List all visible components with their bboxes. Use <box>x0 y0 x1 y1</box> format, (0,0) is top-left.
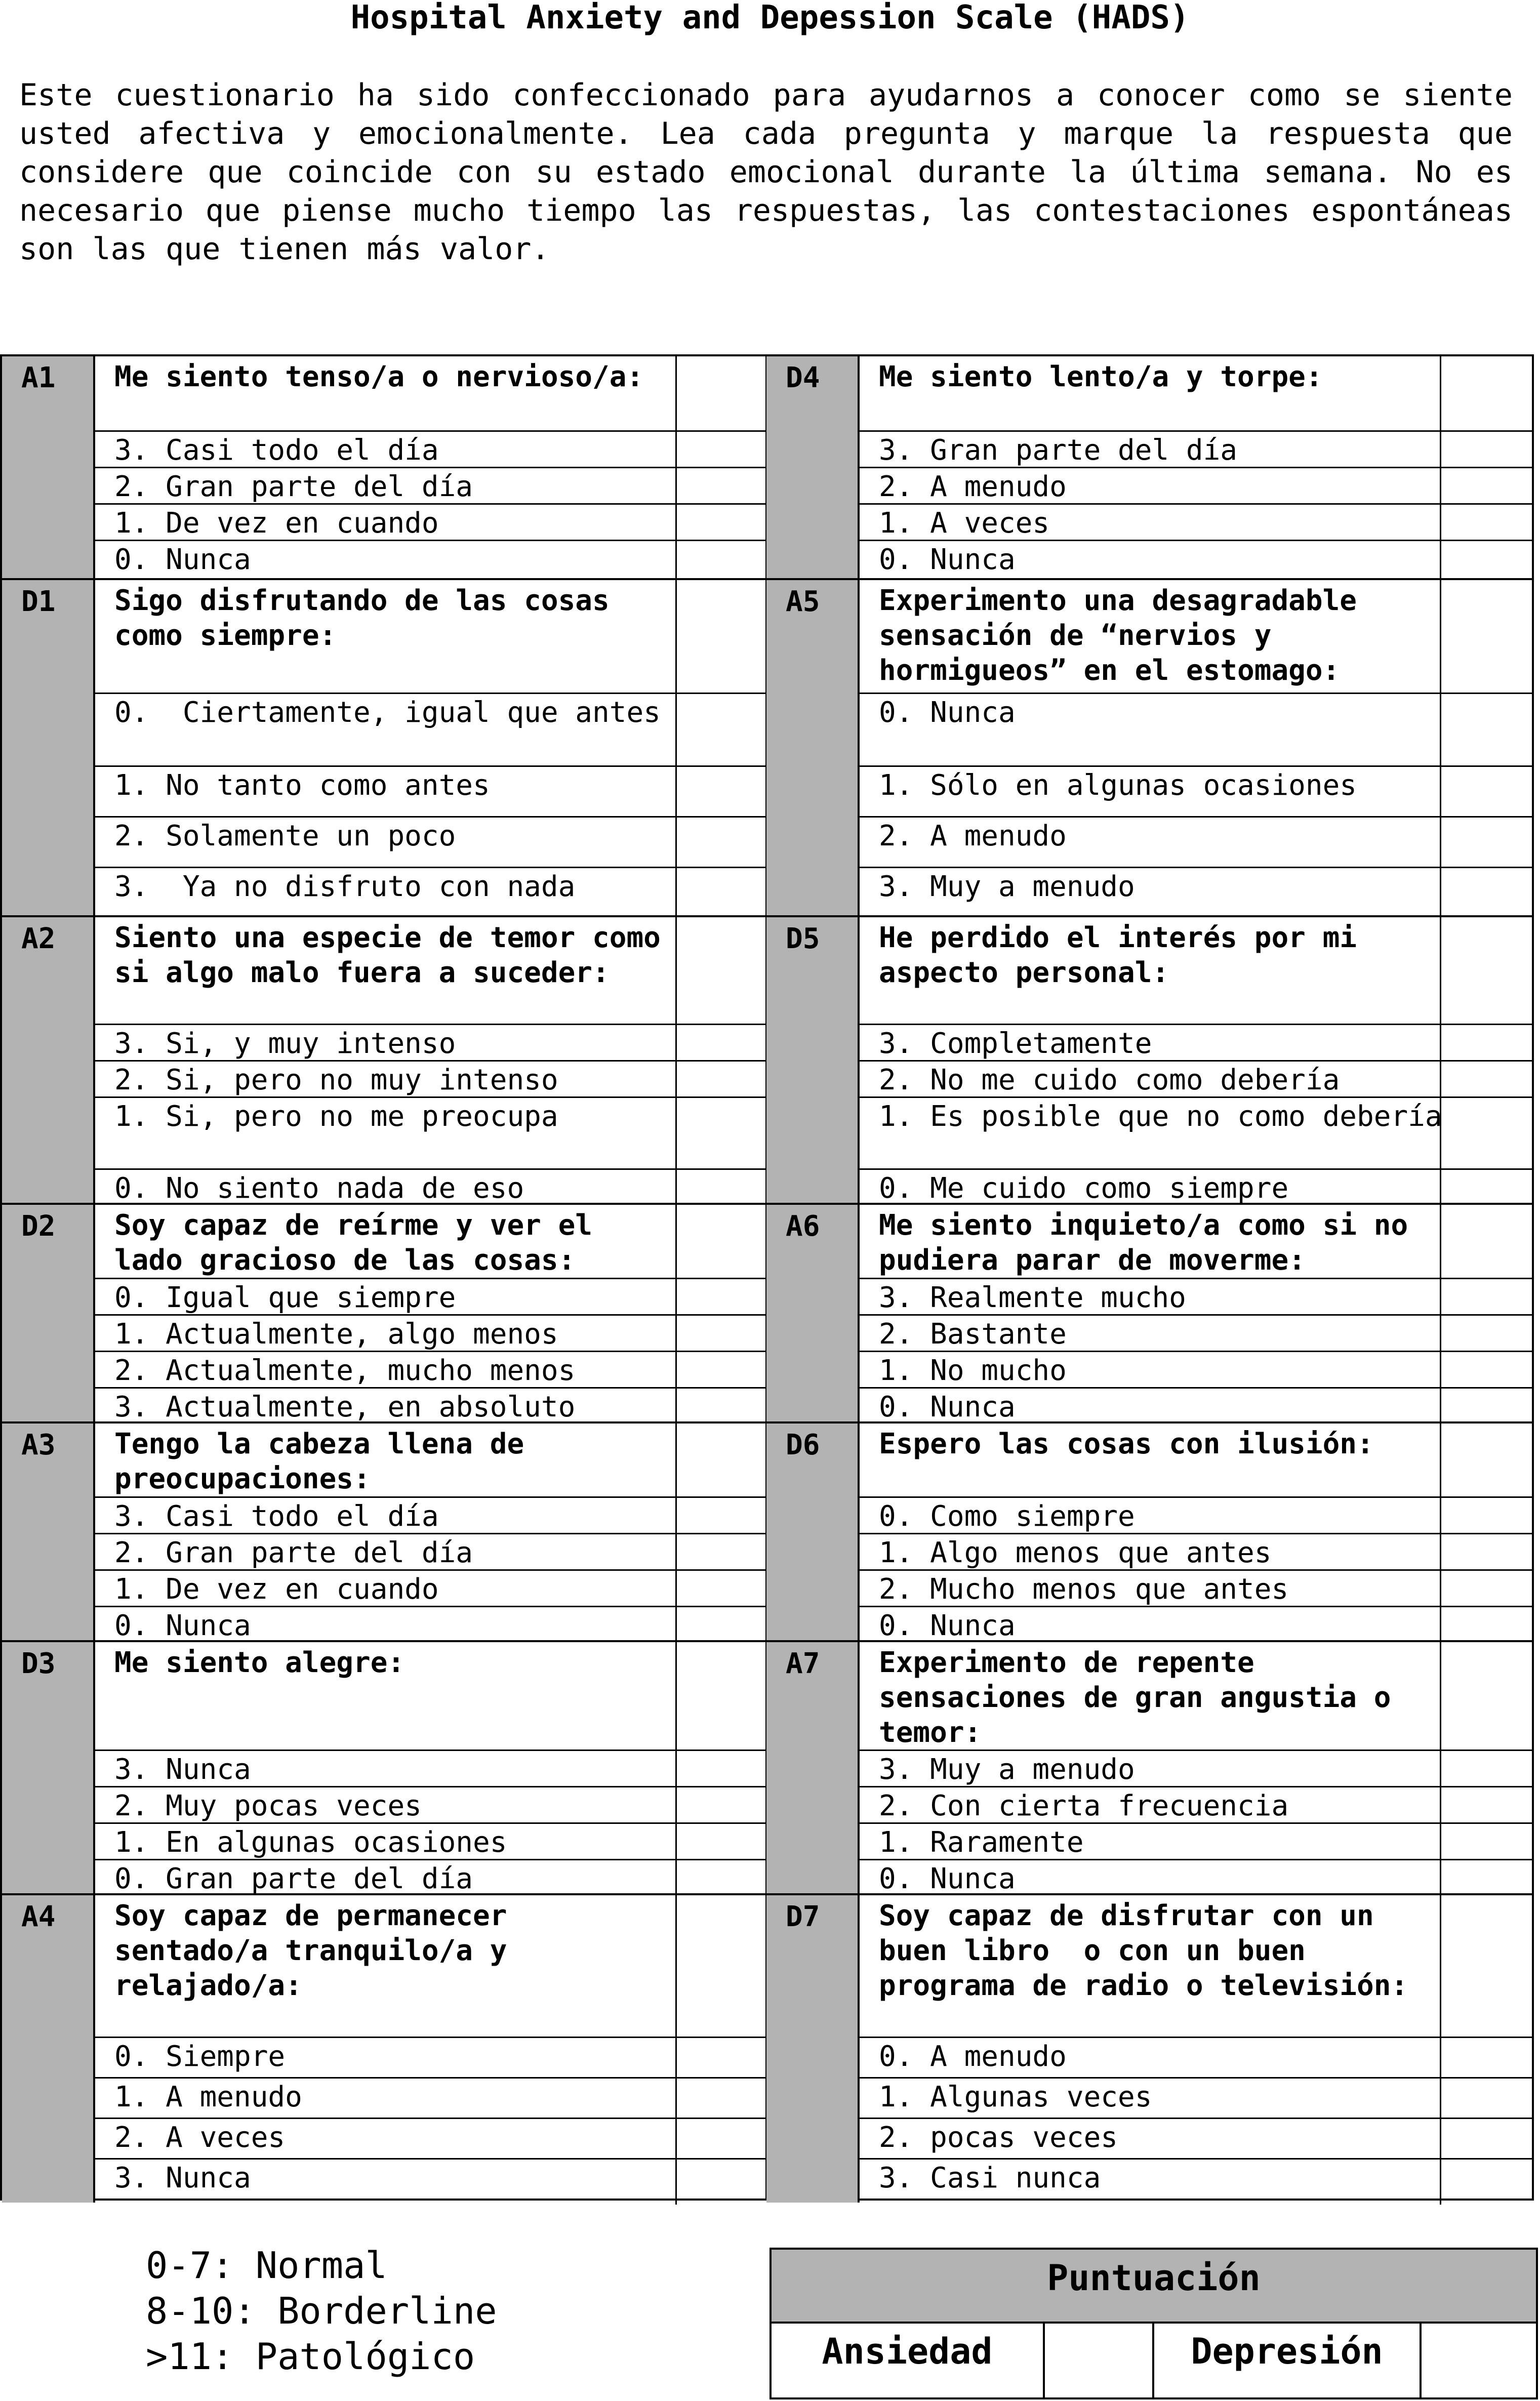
option-row[interactable] <box>95 867 765 917</box>
score-legend <box>146 2243 497 2379</box>
option-label: 1. Algunas veces <box>879 2081 1152 2113</box>
question-row <box>860 1205 1534 1278</box>
answer-mark-cell[interactable] <box>675 2038 765 2077</box>
option-label: 0. Igual que siempre <box>114 1281 456 1314</box>
left-column <box>2 356 765 2199</box>
answer-mark-cell[interactable] <box>675 1860 765 1895</box>
answer-mark-cell[interactable] <box>675 818 765 867</box>
option-label: 2. Bastante <box>879 1318 1067 1351</box>
option-row[interactable] <box>860 1606 1534 1642</box>
option-row[interactable] <box>860 1314 1534 1351</box>
option-row[interactable] <box>860 1024 1534 1060</box>
option-label: 0. Nunca <box>114 1609 251 1642</box>
option-row[interactable] <box>95 1278 765 1314</box>
option-row[interactable] <box>860 816 1534 867</box>
option-label: 2. Solamente un poco <box>114 820 456 852</box>
option-row[interactable] <box>860 1749 1534 1786</box>
answer-mark-cell[interactable] <box>675 1098 765 1168</box>
option-label: 3. Casi todo el día <box>114 434 439 467</box>
option-label: 2. pocas veces <box>879 2121 1118 2154</box>
option-row[interactable] <box>95 816 765 867</box>
option-row[interactable] <box>95 467 765 503</box>
page-title: Hospital Anxiety and Depession Scale (HADS) <box>350 0 1190 36</box>
option-row[interactable] <box>860 540 1534 578</box>
answer-mark-cell[interactable] <box>675 1062 765 1096</box>
option-label: 0. A menudo <box>879 2040 1067 2073</box>
option-label: 2. Gran parte del día <box>114 470 473 503</box>
option-row[interactable] <box>860 867 1534 917</box>
answer-header-cell <box>1440 356 1534 430</box>
answer-mark-cell[interactable] <box>1440 1352 1534 1387</box>
legend-pathologic: >11: Patológico <box>146 2335 475 2378</box>
answer-mark-cell[interactable] <box>1440 868 1534 917</box>
right-column <box>766 356 1534 2199</box>
answer-mark-cell[interactable] <box>675 541 765 578</box>
option-label: 3. Casi todo el día <box>114 1500 439 1533</box>
question-row <box>860 580 1534 693</box>
option-label: 3. Casi nunca <box>879 2162 1101 2194</box>
option-label: 1. No mucho <box>879 1354 1067 1387</box>
item-id: A7 <box>766 1642 860 1893</box>
option-row[interactable] <box>860 765 1534 816</box>
answer-mark-cell[interactable] <box>1440 1170 1534 1205</box>
question-row <box>95 1642 765 1749</box>
option-label: 0. Nunca <box>879 696 1016 729</box>
item-id: D2 <box>2 1205 95 1421</box>
option-row[interactable] <box>95 693 765 765</box>
question-text: Tengo la cabeza llena de preocupaciones: <box>114 1428 541 1495</box>
option-row[interactable] <box>860 1060 1534 1096</box>
answer-mark-cell[interactable] <box>675 2160 765 2205</box>
option-label: 2. Actualmente, mucho menos <box>114 1354 576 1387</box>
option-label: 2. Mucho menos que antes <box>879 1573 1289 1606</box>
answer-mark-cell[interactable] <box>1440 2079 1534 2118</box>
option-label: 1. Actualmente, algo menos <box>114 1318 558 1351</box>
option-label: 0. Nunca <box>879 543 1016 576</box>
option-label: 0. Me cuido como siempre <box>879 1172 1289 1205</box>
option-row[interactable] <box>860 1387 1534 1423</box>
option-row[interactable] <box>860 2118 1534 2158</box>
question-text: Sigo disfrutando de las cosas como siempre: <box>114 584 627 652</box>
item-id: A1 <box>2 356 95 578</box>
question-row <box>860 1423 1534 1496</box>
anxiety-score-field[interactable] <box>1045 2324 1154 2397</box>
score-box <box>769 2248 1538 2399</box>
question-row <box>95 1895 765 2037</box>
question-row <box>860 356 1534 430</box>
option-label: 0. Nunca <box>879 1391 1016 1423</box>
option-row[interactable] <box>860 2158 1534 2205</box>
item-id: D7 <box>766 1895 860 2203</box>
item-d3 <box>2 1640 765 1893</box>
option-label: 0. Como siempre <box>879 1500 1135 1533</box>
option-row[interactable] <box>95 2118 765 2158</box>
option-row[interactable] <box>860 1096 1534 1168</box>
question-text: Experimento de repente sensaciones de gran angustia o temor: <box>879 1646 1408 1749</box>
option-row[interactable] <box>95 430 765 467</box>
answer-mark-cell[interactable] <box>675 1316 765 1351</box>
item-a2 <box>2 915 765 1203</box>
option-row[interactable] <box>95 2037 765 2077</box>
option-row[interactable] <box>95 1786 765 1822</box>
answer-mark-cell[interactable] <box>675 1787 765 1822</box>
option-label: 0. Siempre <box>114 2040 286 2073</box>
option-label: 3. Realmente mucho <box>879 1281 1186 1314</box>
answer-mark-cell[interactable] <box>1440 541 1534 578</box>
option-row[interactable] <box>95 2077 765 2118</box>
option-row[interactable] <box>860 1496 1534 1533</box>
option-row[interactable] <box>860 693 1534 765</box>
option-label: 3. Nunca <box>114 2162 251 2194</box>
legend-borderline: 8-10: Borderline <box>146 2290 497 2332</box>
anxiety-label: Ansiedad <box>772 2324 1045 2397</box>
answer-mark-cell[interactable] <box>1440 1498 1534 1533</box>
option-label: 1. En algunas ocasiones <box>114 1826 507 1859</box>
answer-header-cell <box>1440 580 1534 693</box>
answer-mark-cell[interactable] <box>675 1352 765 1387</box>
question-text: Me siento lento/a y torpe: <box>879 360 1323 393</box>
answer-mark-cell[interactable] <box>1440 505 1534 540</box>
answer-mark-cell[interactable] <box>675 2079 765 2118</box>
item-d1 <box>2 578 765 915</box>
option-label: 2. A menudo <box>879 470 1067 503</box>
option-label: 2. Muy pocas veces <box>114 1789 422 1822</box>
question-text: Siento una especie de temor como si algo malo fuera a suceder: <box>114 921 678 989</box>
option-label: 2. A veces <box>114 2121 286 2154</box>
question-row <box>860 1642 1534 1749</box>
answer-mark-cell[interactable] <box>675 2119 765 2158</box>
option-label: 3. Muy a menudo <box>879 870 1135 903</box>
option-label: 0. Nunca <box>879 1609 1016 1642</box>
answer-mark-cell[interactable] <box>1440 432 1534 467</box>
item-id: D4 <box>766 356 860 578</box>
answer-mark-cell[interactable] <box>675 1607 765 1642</box>
option-label: 1. A menudo <box>114 2081 302 2113</box>
question-text: Espero las cosas con ilusión: <box>879 1428 1374 1460</box>
answer-header-cell <box>1440 1423 1534 1496</box>
answer-header-cell <box>675 580 765 693</box>
option-row[interactable] <box>95 1096 765 1168</box>
option-label: 0. Ciertamente, igual que antes <box>114 696 661 729</box>
option-label: 2. Si, pero no muy intenso <box>114 1064 558 1096</box>
item-id: A2 <box>2 917 95 1203</box>
depression-label: Depresión <box>1154 2324 1422 2397</box>
answer-mark-cell[interactable] <box>1440 1025 1534 1060</box>
answer-mark-cell[interactable] <box>675 1824 765 1859</box>
option-label: 0. Gran parte del día <box>114 1862 473 1895</box>
option-row[interactable] <box>860 2077 1534 2118</box>
option-row[interactable] <box>860 503 1534 540</box>
question-text: Me siento alegre: <box>114 1646 405 1679</box>
question-row <box>95 1205 765 1278</box>
answer-mark-cell[interactable] <box>1440 694 1534 765</box>
option-row[interactable] <box>860 1859 1534 1895</box>
option-label: 0. Nunca <box>114 543 251 576</box>
answer-mark-cell[interactable] <box>1440 818 1534 867</box>
option-row[interactable] <box>860 1168 1534 1205</box>
option-row[interactable] <box>860 1533 1534 1569</box>
answer-mark-cell[interactable] <box>675 1498 765 1533</box>
option-label: 1. Es posible que no como debería <box>879 1100 1442 1133</box>
answer-mark-cell[interactable] <box>675 1571 765 1606</box>
option-label: 3. Completamente <box>879 1027 1152 1060</box>
item-a4 <box>2 1893 765 2203</box>
item-a5 <box>766 578 1534 915</box>
answer-mark-cell[interactable] <box>1440 2160 1534 2205</box>
item-a6 <box>766 1203 1534 1421</box>
answer-mark-cell[interactable] <box>1440 767 1534 816</box>
item-id: D3 <box>2 1642 95 1893</box>
answer-mark-cell[interactable] <box>1440 1534 1534 1569</box>
option-label: 3. Ya no disfruto con nada <box>114 870 576 903</box>
option-label: 3. Actualmente, en absoluto <box>114 1391 576 1423</box>
answer-mark-cell[interactable] <box>675 432 765 467</box>
answer-header-cell <box>675 1205 765 1278</box>
answer-mark-cell[interactable] <box>675 1534 765 1569</box>
item-id: A5 <box>766 580 860 915</box>
option-label: 1. De vez en cuando <box>114 507 439 540</box>
answer-mark-cell[interactable] <box>1440 468 1534 503</box>
answer-header-cell <box>1440 1895 1534 2037</box>
answer-mark-cell[interactable] <box>1440 2038 1534 2077</box>
option-row[interactable] <box>95 503 765 540</box>
answer-mark-cell[interactable] <box>1440 1098 1534 1168</box>
option-label: 2. Con cierta frecuencia <box>879 1789 1289 1822</box>
answer-header-cell <box>675 356 765 430</box>
answer-header-cell <box>675 1423 765 1496</box>
item-id: A6 <box>766 1205 860 1421</box>
question-text: Me siento tenso/a o nervioso/a: <box>114 360 644 393</box>
option-row[interactable] <box>860 1278 1534 1314</box>
option-row[interactable] <box>95 540 765 578</box>
answer-header-cell <box>675 917 765 1024</box>
option-label: 2. No me cuido como debería <box>879 1064 1340 1096</box>
item-id: A4 <box>2 1895 95 2203</box>
option-label: 1. No tanto como antes <box>114 769 490 802</box>
answer-mark-cell[interactable] <box>1440 1389 1534 1423</box>
item-d5 <box>766 915 1534 1203</box>
instructions-text: Este cuestionario ha sido confeccionado para ayudarnos a conocer como se siente usted afectiva y emocionalmente. Lea cada pregunta y marque la respuesta que considere que coincide con su estado emocional durante la última semana. No es necesario que piense mucho tiempo las respuestas, las contestaciones espontáneas son las que tienen más valor. <box>19 77 1513 267</box>
option-row[interactable] <box>95 1351 765 1387</box>
answer-mark-cell[interactable] <box>675 1279 765 1314</box>
option-row[interactable] <box>95 1822 765 1859</box>
answer-header-cell <box>1440 1642 1534 1749</box>
answer-header-cell <box>675 1895 765 2037</box>
option-label: 2. Gran parte del día <box>114 1536 473 1569</box>
answer-mark-cell[interactable] <box>1440 2119 1534 2158</box>
question-text: He perdido el interés por mi aspecto personal: <box>879 921 1374 989</box>
question-row <box>860 1895 1534 2037</box>
answer-mark-cell[interactable] <box>1440 1751 1534 1786</box>
score-header: Puntuación <box>772 2250 1536 2324</box>
answer-mark-cell[interactable] <box>1440 1279 1534 1314</box>
question-row <box>95 917 765 1024</box>
option-row[interactable] <box>860 1569 1534 1606</box>
option-row[interactable] <box>860 467 1534 503</box>
option-label: 2. A menudo <box>879 820 1067 852</box>
option-label: 1. Raramente <box>879 1826 1084 1859</box>
answer-mark-cell[interactable] <box>1440 1607 1534 1642</box>
item-a1 <box>2 356 765 578</box>
legend-normal: 0-7: Normal <box>146 2244 387 2287</box>
item-d2 <box>2 1203 765 1421</box>
item-id: A3 <box>2 1423 95 1640</box>
option-row[interactable] <box>95 765 765 816</box>
item-id: D5 <box>766 917 860 1203</box>
answer-mark-cell[interactable] <box>1440 1860 1534 1895</box>
option-label: 3. Gran parte del día <box>879 434 1238 467</box>
item-id: D1 <box>2 580 95 915</box>
option-label: 3. Si, y muy intenso <box>114 1027 456 1060</box>
option-row[interactable] <box>95 1024 765 1060</box>
item-d4 <box>766 356 1534 578</box>
question-row <box>95 580 765 693</box>
option-label: 1. Sólo en algunas ocasiones <box>879 769 1357 802</box>
depression-score-field[interactable] <box>1422 2324 1536 2397</box>
question-text: Soy capaz de reírme y ver el lado gracioso de las cosas: <box>114 1209 610 1277</box>
item-id: D6 <box>766 1423 860 1640</box>
answer-mark-cell[interactable] <box>675 1025 765 1060</box>
option-label: 3. Nunca <box>114 1753 251 1786</box>
option-row[interactable] <box>95 2158 765 2205</box>
item-a3 <box>2 1421 765 1640</box>
option-row[interactable] <box>860 1822 1534 1859</box>
option-row[interactable] <box>860 430 1534 467</box>
question-text: Me siento inquieto/a como si no pudiera parar de moverme: <box>879 1209 1425 1277</box>
option-label: 0. Nunca <box>879 1862 1016 1895</box>
option-row[interactable] <box>860 1351 1534 1387</box>
answer-mark-cell[interactable] <box>675 505 765 540</box>
answer-header-cell <box>1440 917 1534 1024</box>
answer-mark-cell[interactable] <box>675 767 765 816</box>
answer-mark-cell[interactable] <box>1440 1824 1534 1859</box>
answer-mark-cell[interactable] <box>675 1170 765 1205</box>
answer-mark-cell[interactable] <box>1440 1787 1534 1822</box>
option-label: 1. A veces <box>879 507 1050 540</box>
question-text: Soy capaz de disfrutar con un buen libro o con un buen programa de radio o televisión: <box>879 1899 1408 2002</box>
question-row <box>95 356 765 430</box>
item-d7 <box>766 1893 1534 2203</box>
option-label: 0. No siento nada de eso <box>114 1172 524 1205</box>
questionnaire-table <box>0 354 1534 2201</box>
option-row[interactable] <box>95 1168 765 1205</box>
answer-mark-cell[interactable] <box>1440 1571 1534 1606</box>
answer-mark-cell[interactable] <box>1440 1062 1534 1096</box>
question-row <box>860 917 1534 1024</box>
option-row[interactable] <box>95 1569 765 1606</box>
question-text: Experimento una desagradable sensación de “nervios y hormigueos” en el estomago: <box>879 584 1374 687</box>
answer-mark-cell[interactable] <box>675 694 765 765</box>
item-a7 <box>766 1640 1534 1893</box>
option-row[interactable] <box>95 1859 765 1895</box>
option-row[interactable] <box>95 1314 765 1351</box>
answer-header-cell <box>675 1642 765 1749</box>
option-row[interactable] <box>95 1387 765 1423</box>
answer-mark-cell[interactable] <box>675 1751 765 1786</box>
question-text: Soy capaz de permanecer sentado/a tranquilo/a y relajado/a: <box>114 1899 524 2002</box>
option-row[interactable] <box>95 1060 765 1096</box>
answer-mark-cell[interactable] <box>1440 1316 1534 1351</box>
option-label: 1. De vez en cuando <box>114 1573 439 1606</box>
option-row[interactable] <box>860 2037 1534 2077</box>
option-label: 1. Si, pero no me preocupa <box>114 1100 558 1133</box>
answer-header-cell <box>1440 1205 1534 1278</box>
option-row[interactable] <box>95 1496 765 1533</box>
option-row[interactable] <box>95 1749 765 1786</box>
answer-mark-cell[interactable] <box>675 468 765 503</box>
option-row[interactable] <box>95 1533 765 1569</box>
option-row[interactable] <box>95 1606 765 1642</box>
question-row <box>95 1423 765 1496</box>
option-row[interactable] <box>860 1786 1534 1822</box>
answer-mark-cell[interactable] <box>675 868 765 917</box>
option-label: 3. Muy a menudo <box>879 1753 1135 1786</box>
answer-mark-cell[interactable] <box>675 1389 765 1423</box>
item-d6 <box>766 1421 1534 1640</box>
option-label: 1. Algo menos que antes <box>879 1536 1272 1569</box>
